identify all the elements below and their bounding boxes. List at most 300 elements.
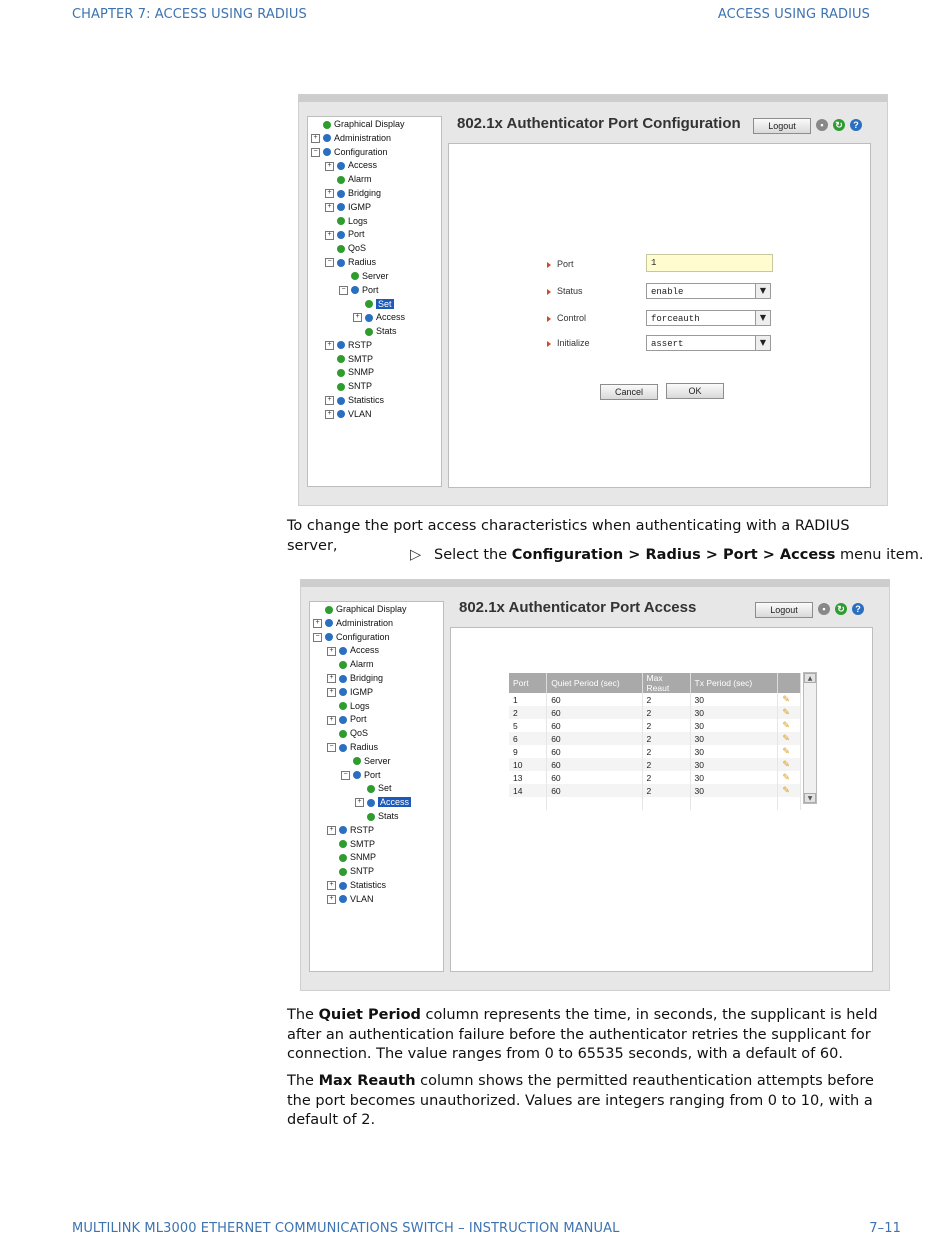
scroll-up-arrow-icon[interactable]: ▲: [804, 673, 816, 683]
tree-item-label: SNMP: [350, 852, 377, 863]
table-cell: 2: [642, 719, 690, 732]
tree-item[interactable]: [327, 824, 374, 837]
table-row[interactable]: [509, 784, 801, 797]
page-leaf-icon: [337, 176, 345, 184]
p1-pre: The: [287, 1007, 319, 1023]
tree-item-label: IGMP: [350, 686, 374, 697]
table-cell: 60: [547, 719, 642, 732]
initialize-label: Initialize: [557, 338, 590, 348]
tree-item[interactable]: [325, 339, 372, 352]
folder-node-icon: [337, 162, 345, 170]
table-header-row: [509, 673, 801, 693]
collapse-icon[interactable]: −: [311, 148, 320, 157]
tree-item[interactable]: [325, 353, 373, 366]
tree-item[interactable]: [313, 617, 393, 630]
table-cell: 14: [509, 784, 547, 797]
folder-node-icon: [339, 716, 347, 724]
tree-item-label: Bridging: [350, 673, 384, 684]
edit-pencil-icon[interactable]: ✎: [782, 707, 790, 717]
tree-item[interactable]: [325, 201, 371, 214]
column-header-quiet-period[interactable]: Quiet Period (sec): [547, 673, 642, 693]
tree-item-label: Access: [376, 312, 406, 323]
folder-node-icon: [325, 619, 333, 627]
tree-spacer: [327, 729, 336, 738]
folder-node-icon: [337, 190, 345, 198]
column-header-edit: [778, 673, 801, 693]
tree-item-label: Alarm: [350, 659, 374, 670]
initialize-label-row: [547, 338, 590, 348]
tree-item-label: Port: [362, 284, 379, 295]
initialize-select[interactable]: [646, 335, 771, 351]
tree-item[interactable]: [353, 325, 397, 338]
table-cell: 60: [547, 732, 642, 745]
tree-item[interactable]: [327, 713, 367, 726]
table-cell: 30: [690, 771, 778, 784]
tree-item[interactable]: [355, 782, 392, 795]
port-access-table: [509, 673, 801, 810]
logout-button[interactable]: Logout: [755, 602, 813, 618]
expand-icon[interactable]: +: [353, 313, 362, 322]
tree-item-label: RSTP: [348, 339, 373, 350]
page-leaf-icon: [351, 272, 359, 280]
tree-item[interactable]: [325, 408, 372, 421]
page-leaf-icon: [337, 383, 345, 391]
tree-item[interactable]: [325, 380, 372, 393]
folder-node-icon: [339, 826, 347, 834]
tree-item-label: Port: [348, 229, 365, 240]
table-cell: 30: [690, 784, 778, 797]
page-leaf-icon: [339, 702, 347, 710]
arrow-right-icon: [547, 262, 551, 268]
table-row[interactable]: [509, 732, 801, 745]
tree-spacer: [353, 327, 362, 336]
status-label-row: [547, 286, 583, 296]
tree-item-label: Graphical Display: [336, 604, 407, 615]
edit-pencil-icon[interactable]: ✎: [782, 772, 790, 782]
tree-item-label: Administration: [334, 132, 392, 143]
tree-item[interactable]: [327, 672, 383, 685]
table-cell: 1: [509, 693, 547, 706]
table-cell: 60: [547, 693, 642, 706]
table-cell: 30: [690, 719, 778, 732]
tree-spacer: [341, 757, 350, 766]
table-row[interactable]: [509, 745, 801, 758]
page-leaf-icon: [339, 730, 347, 738]
save-icon[interactable]: ▪: [816, 119, 828, 131]
tree-item-label: Logs: [350, 700, 370, 711]
expand-icon[interactable]: +: [327, 881, 336, 890]
expand-icon[interactable]: +: [327, 674, 336, 683]
tree-item-label: Radius: [350, 742, 379, 753]
content-panel: [448, 143, 871, 488]
table-cell: 2: [642, 693, 690, 706]
p2-post: column shows the permitted reauthentication attempts before the port becomes unauthorized. Values are integers ranging from 0 to 10, with a default of 2.: [287, 1073, 874, 1128]
tree-item[interactable]: [327, 658, 374, 671]
arrow-right-icon: [547, 289, 551, 295]
help-icon[interactable]: ?: [850, 119, 862, 131]
tree-spacer: [327, 702, 336, 711]
edit-cell[interactable]: [778, 771, 801, 784]
tree-spacer: [311, 120, 320, 129]
chevron-down-icon[interactable]: ▼: [755, 336, 770, 350]
tree-item[interactable]: [355, 810, 399, 823]
page-leaf-icon: [339, 661, 347, 669]
expand-icon[interactable]: +: [325, 410, 334, 419]
arrow-right-icon: [547, 341, 551, 347]
page-title: 802.1x Authenticator Port Access: [459, 599, 697, 616]
tree-item[interactable]: [325, 256, 376, 269]
folder-node-icon: [367, 799, 375, 807]
manual-footer: MULTILINK ML3000 ETHERNET COMMUNICATIONS SWITCH – INSTRUCTION MANUAL: [72, 1221, 620, 1236]
tree-item-label: Administration: [336, 617, 394, 628]
status-value: enable: [651, 287, 684, 297]
folder-node-icon: [351, 286, 359, 294]
page-leaf-icon: [325, 606, 333, 614]
tree-item-label: IGMP: [348, 201, 372, 212]
tree-item-label: Port: [364, 769, 381, 780]
save-icon[interactable]: ▪: [818, 603, 830, 615]
folder-node-icon: [325, 633, 333, 641]
instruction-bullet: [410, 546, 923, 565]
edit-cell[interactable]: [778, 745, 801, 758]
edit-pencil-icon[interactable]: ✎: [782, 746, 790, 756]
tree-item[interactable]: [325, 215, 368, 228]
collapse-icon[interactable]: −: [339, 286, 348, 295]
refresh-icon[interactable]: ↻: [835, 603, 847, 615]
page-title: 802.1x Authenticator Port Configuration: [457, 115, 741, 132]
tree-item[interactable]: [353, 297, 394, 310]
folder-node-icon: [337, 397, 345, 405]
tree-item[interactable]: [339, 270, 389, 283]
bullet-text-post: menu item.: [835, 547, 924, 563]
column-header-tx-period[interactable]: Tx Period (sec): [690, 673, 778, 693]
tree-item-label: Logs: [348, 215, 368, 226]
page-leaf-icon: [367, 813, 375, 821]
tree-item[interactable]: [313, 631, 390, 644]
tree-spacer: [339, 272, 348, 281]
bullet-text-pre: Select the: [434, 547, 512, 563]
tree-item-label: Statistics: [348, 395, 385, 406]
tree-item-label: Bridging: [348, 188, 382, 199]
tree-spacer: [325, 369, 334, 378]
table-cell: 2: [509, 706, 547, 719]
tree-item-label: SMTP: [350, 838, 376, 849]
edit-pencil-icon[interactable]: ✎: [782, 733, 790, 743]
chapter-header: CHAPTER 7: ACCESS USING RADIUS: [72, 7, 307, 22]
tree-item-label: Access: [380, 797, 410, 808]
tree-item-label: SNTP: [348, 381, 373, 392]
tree-spacer: [355, 812, 364, 821]
folder-node-icon: [337, 410, 345, 418]
edit-cell[interactable]: [778, 693, 801, 706]
expand-icon[interactable]: +: [327, 647, 336, 656]
scroll-down-arrow-icon[interactable]: ▼: [804, 793, 816, 803]
intro-text: To change the port access characteristics when authenticating with a RADIUS server,: [287, 518, 850, 554]
tree-item[interactable]: [325, 187, 381, 200]
table-cell: 30: [690, 745, 778, 758]
edit-pencil-icon[interactable]: ✎: [782, 694, 790, 704]
expand-icon[interactable]: +: [325, 341, 334, 350]
expand-icon[interactable]: +: [327, 895, 336, 904]
tree-item[interactable]: [339, 284, 379, 297]
expand-icon[interactable]: +: [325, 203, 334, 212]
folder-node-icon: [339, 744, 347, 752]
tree-spacer: [327, 867, 336, 876]
edit-cell[interactable]: [778, 758, 801, 771]
edit-cell[interactable]: [778, 719, 801, 732]
page-leaf-icon: [339, 854, 347, 862]
table-cell: 10: [509, 758, 547, 771]
p2-pre: The: [287, 1073, 319, 1089]
table-empty-row: [509, 797, 801, 810]
page-leaf-icon: [337, 355, 345, 363]
folder-node-icon: [337, 341, 345, 349]
screenshot-top-bar: [301, 580, 889, 587]
cancel-button[interactable]: Cancel: [600, 384, 658, 400]
tree-item[interactable]: [325, 242, 366, 255]
tree-item-label: Server: [362, 270, 389, 281]
tree-spacer: [327, 854, 336, 863]
folder-node-icon: [353, 771, 361, 779]
p1-post: column represents the time, in seconds, the supplicant is held after an authentication failure before the authenticator retries the supplicant for connection. The value ranges from 0 to 65535 seconds, with a default of 60.: [287, 1007, 878, 1062]
table-cell: 2: [642, 745, 690, 758]
folder-node-icon: [337, 203, 345, 211]
tree-item[interactable]: [327, 838, 375, 851]
table-cell: 60: [547, 758, 642, 771]
tree-item[interactable]: [327, 879, 386, 892]
collapse-icon[interactable]: −: [325, 258, 334, 267]
table-row[interactable]: [509, 771, 801, 784]
table-cell: 60: [547, 771, 642, 784]
tree-item-label: VLAN: [348, 408, 372, 419]
tree-item-label: Statistics: [350, 880, 387, 891]
tree-item[interactable]: [355, 796, 411, 809]
tree-spacer: [327, 660, 336, 669]
table-row[interactable]: [509, 693, 801, 706]
page-leaf-icon: [339, 840, 347, 848]
quiet-period-paragraph: [287, 1006, 895, 1065]
tree-item[interactable]: [327, 686, 373, 699]
expand-icon[interactable]: +: [325, 396, 334, 405]
port-input[interactable]: 1: [646, 254, 773, 272]
edit-cell[interactable]: [778, 732, 801, 745]
expand-icon[interactable]: +: [325, 189, 334, 198]
expand-icon[interactable]: +: [327, 688, 336, 697]
tree-spacer: [353, 300, 362, 309]
status-label: Status: [557, 286, 583, 296]
page-leaf-icon: [353, 757, 361, 765]
triangle-bullet-icon: ▷: [410, 547, 422, 563]
tree-item[interactable]: [311, 118, 405, 131]
initialize-value: assert: [651, 339, 684, 349]
tree-item[interactable]: [325, 394, 384, 407]
page-leaf-icon: [337, 217, 345, 225]
port-access-screenshot: [300, 579, 890, 991]
ok-button[interactable]: OK: [666, 383, 724, 399]
tree-item[interactable]: [325, 173, 372, 186]
expand-icon[interactable]: +: [311, 134, 320, 143]
arrow-right-icon: [547, 316, 551, 322]
folder-node-icon: [323, 134, 331, 142]
column-header-port[interactable]: Port: [509, 673, 547, 693]
folder-node-icon: [365, 314, 373, 322]
table-cell: 60: [547, 784, 642, 797]
tree-item[interactable]: [325, 366, 374, 379]
tree-item-label: Access: [350, 645, 380, 656]
table-cell: 60: [547, 706, 642, 719]
expand-icon[interactable]: +: [355, 798, 364, 807]
p2-bold: Max Reauth: [318, 1073, 416, 1089]
expand-icon[interactable]: +: [313, 619, 322, 628]
tree-item-label: Access: [348, 160, 378, 171]
page-leaf-icon: [365, 328, 373, 336]
table-cell: 6: [509, 732, 547, 745]
edit-pencil-icon[interactable]: ✎: [782, 759, 790, 769]
folder-node-icon: [337, 259, 345, 267]
tree-item-label: SNTP: [350, 866, 375, 877]
tree-item-label: QoS: [348, 243, 367, 254]
tree-item-label: Alarm: [348, 174, 372, 185]
table-row[interactable]: [509, 719, 801, 732]
expand-icon[interactable]: +: [327, 716, 336, 725]
page-leaf-icon: [323, 121, 331, 129]
tree-spacer: [325, 244, 334, 253]
page-leaf-icon: [337, 369, 345, 377]
tree-item-label: Stats: [378, 811, 399, 822]
tree-spacer: [313, 605, 322, 614]
port-label: Port: [557, 259, 574, 269]
control-label: Control: [557, 313, 587, 323]
section-header: ACCESS USING RADIUS: [717, 7, 870, 22]
tree-item-label: RSTP: [350, 824, 375, 835]
tree-item[interactable]: [353, 311, 405, 324]
page-leaf-icon: [339, 868, 347, 876]
tree-item-label: Set: [378, 783, 392, 794]
tree-spacer: [325, 355, 334, 364]
tree-item[interactable]: [327, 851, 376, 864]
tree-item-label: Radius: [348, 257, 377, 268]
chevron-down-icon[interactable]: ▼: [755, 284, 770, 298]
folder-node-icon: [339, 882, 347, 890]
table-cell: 5: [509, 719, 547, 732]
table-row[interactable]: [509, 706, 801, 719]
edit-cell[interactable]: [778, 784, 801, 797]
tree-spacer: [325, 217, 334, 226]
content-panel: [450, 627, 873, 972]
tree-item-label: Graphical Display: [334, 119, 405, 130]
tree-item[interactable]: [313, 603, 407, 616]
tree-item[interactable]: [327, 893, 374, 906]
expand-icon[interactable]: +: [327, 826, 336, 835]
port-configuration-screenshot: [298, 94, 888, 506]
chevron-down-icon[interactable]: ▼: [755, 311, 770, 325]
page-number: 7–11: [869, 1221, 901, 1236]
tree-item[interactable]: [311, 146, 388, 159]
tree-item[interactable]: [325, 228, 365, 241]
table-cell: 30: [690, 732, 778, 745]
table-scrollbar[interactable]: [803, 672, 817, 804]
help-icon[interactable]: ?: [852, 603, 864, 615]
tree-item[interactable]: [341, 769, 381, 782]
tree-item-label: Configuration: [334, 146, 388, 157]
page-leaf-icon: [365, 300, 373, 308]
control-select[interactable]: [646, 310, 771, 326]
max-reauth-paragraph: [287, 1072, 895, 1131]
table-cell: 60: [547, 745, 642, 758]
logout-button[interactable]: Logout: [753, 118, 811, 134]
tree-item-label: Configuration: [336, 631, 390, 642]
tree-spacer: [327, 840, 336, 849]
tree-spacer: [355, 785, 364, 794]
edit-cell[interactable]: [778, 706, 801, 719]
table-row[interactable]: [509, 758, 801, 771]
tree-item[interactable]: [327, 865, 374, 878]
tree-spacer: [325, 175, 334, 184]
tree-item-label: VLAN: [350, 893, 374, 904]
bullet-menu-path: Configuration > Radius > Port > Access: [511, 547, 836, 563]
folder-node-icon: [339, 647, 347, 655]
tree-item-label: SNMP: [348, 367, 375, 378]
table-cell: 2: [642, 706, 690, 719]
page-leaf-icon: [367, 785, 375, 793]
column-header-max-reauth[interactable]: Max Reaut: [642, 673, 690, 693]
table-cell: 30: [690, 758, 778, 771]
tree-item[interactable]: [327, 741, 378, 754]
tree-item[interactable]: [341, 755, 391, 768]
folder-node-icon: [323, 148, 331, 156]
tree-item[interactable]: [327, 644, 379, 657]
table-cell: 2: [642, 732, 690, 745]
port-label-row: [547, 259, 574, 269]
table-cell: 2: [642, 784, 690, 797]
collapse-icon[interactable]: −: [327, 743, 336, 752]
tree-item-label: Set: [378, 298, 392, 309]
navigation-tree: [309, 601, 444, 972]
tree-item[interactable]: [325, 159, 377, 172]
edit-pencil-icon[interactable]: ✎: [782, 720, 790, 730]
table-cell: 9: [509, 745, 547, 758]
folder-node-icon: [337, 231, 345, 239]
status-select[interactable]: [646, 283, 771, 299]
tree-item[interactable]: [327, 700, 370, 713]
collapse-icon[interactable]: −: [341, 771, 350, 780]
navigation-tree: [307, 116, 442, 487]
tree-item-label: SMTP: [348, 353, 374, 364]
control-label-row: [547, 313, 586, 323]
folder-node-icon: [339, 688, 347, 696]
page-leaf-icon: [337, 245, 345, 253]
expand-icon[interactable]: +: [325, 231, 334, 240]
folder-node-icon: [339, 675, 347, 683]
tree-item[interactable]: [311, 132, 391, 145]
table-cell: 2: [642, 758, 690, 771]
table-cell: 30: [690, 706, 778, 719]
tree-spacer: [325, 382, 334, 391]
tree-item-label: Stats: [376, 326, 397, 337]
table-cell: 30: [690, 693, 778, 706]
p1-bold: Quiet Period: [318, 1007, 421, 1023]
tree-item-label: QoS: [350, 728, 369, 739]
tree-item-label: Port: [350, 714, 367, 725]
refresh-icon[interactable]: ↻: [833, 119, 845, 131]
expand-icon[interactable]: +: [325, 162, 334, 171]
screenshot-top-bar: [299, 95, 887, 102]
folder-node-icon: [339, 895, 347, 903]
tree-item[interactable]: [327, 727, 368, 740]
table-cell: 2: [642, 771, 690, 784]
edit-pencil-icon[interactable]: ✎: [782, 785, 790, 795]
collapse-icon[interactable]: −: [313, 633, 322, 642]
